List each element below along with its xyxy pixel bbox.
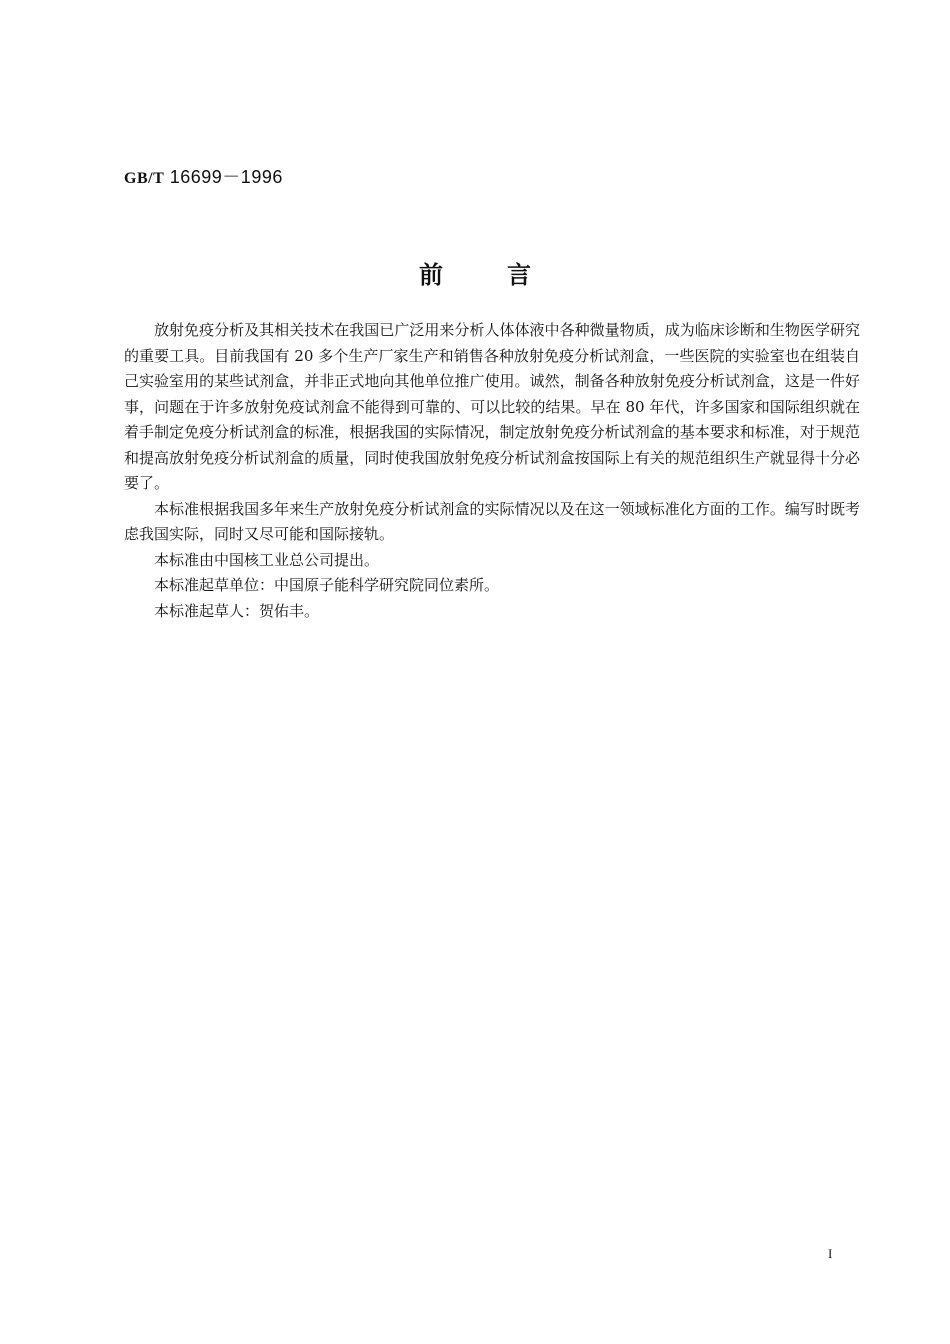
paragraph-proposer: 本标准由中国核工业总公司提出。: [154, 550, 380, 569]
preface-body: [124, 318, 860, 624]
page-number: I: [828, 1246, 833, 1261]
paragraph-intro: 放射免疫分析及其相关技术在我国已广泛用来分析人体体液中各种微量物质，成为临床诊断和生物医学研究的重要工具。目前我国有 20 多个生产厂家生产和销售各种放射免疫分析试剂盒，一些医院的实验室也在组装自己实验室用的某些试剂盒，并非正式地向其他单位推广使用。诚然，制备各种放射免疫分析试剂盒，这是一件好事，问题在于许多放射免疫试剂盒不能得到可靠的、可以比较的结果。早在 80 年代，许多国家和国际组织就在着手制定免疫分析试剂盒的标准，根据我国的实际情况，制定放射免疫分析试剂盒的基本要求和标准，对于规范和提高放射免疫分析试剂盒的质量，同时使我国放射免疫分析试剂盒按国际上有关的规范组织生产就显得十分必要了。: [124, 321, 860, 492]
page-title: 前言: [419, 260, 595, 289]
paragraph-drafter: 本标准起草人：贺佑丰。: [154, 601, 320, 620]
standard-code-number: 16699－1996: [169, 167, 283, 187]
standard-code-prefix: GB/T: [124, 170, 165, 187]
paragraph-basis: 本标准根据我国多年来生产放射免疫分析试剂盒的实际情况以及在这一领域标准化方面的工作。编写时既考虑我国实际，同时又尽可能和国际接轨。: [124, 499, 860, 543]
standard-code: [124, 163, 283, 189]
paragraph-drafting-unit: 本标准起草单位：中国原子能科学研究院同位素所。: [154, 576, 500, 594]
